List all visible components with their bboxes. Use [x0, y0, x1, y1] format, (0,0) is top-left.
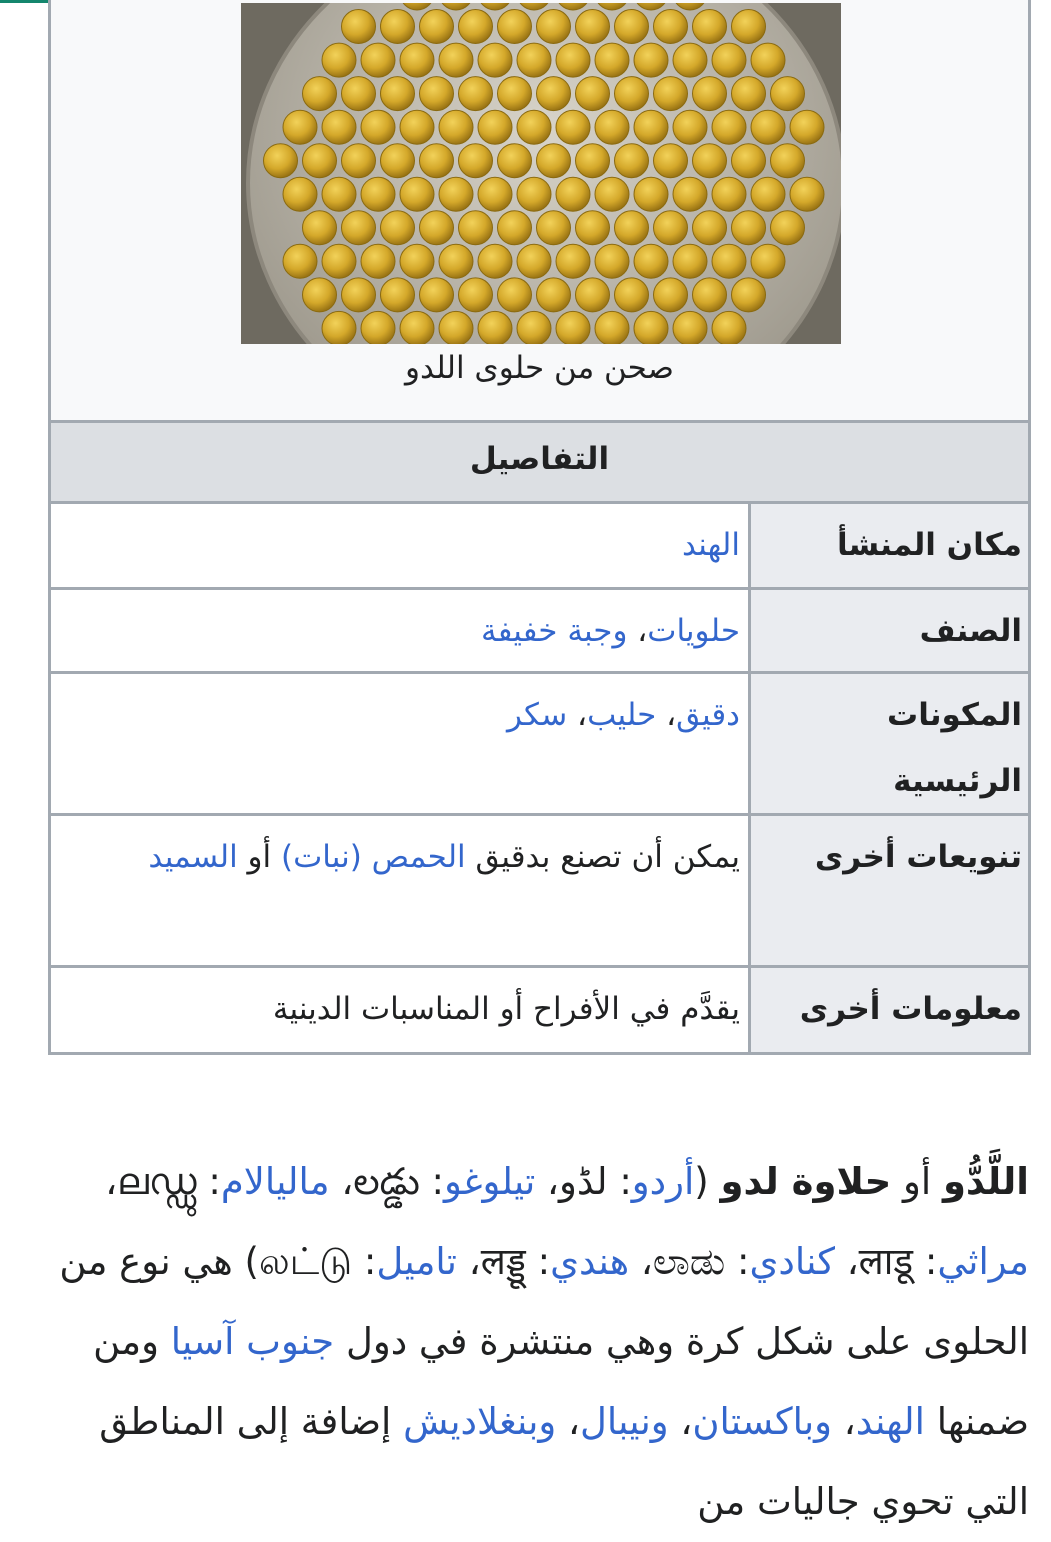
separator: ، [627, 613, 648, 649]
laddu-photo[interactable] [241, 3, 841, 344]
laddu-plate-image [241, 3, 841, 344]
laddu-ball [712, 311, 746, 344]
laddu-ball [595, 177, 629, 211]
row-value [51, 816, 748, 965]
laddu-ball [673, 110, 707, 144]
laddu-ball [634, 311, 668, 344]
laddu-ball [576, 77, 610, 111]
laddu-ball [283, 177, 317, 211]
laddu-ball [693, 144, 727, 178]
link-tamil[interactable]: تاميل [376, 1240, 457, 1283]
laddu-ball [439, 311, 473, 344]
laddu-ball [342, 278, 376, 312]
laddu-ball [751, 177, 785, 211]
laddu-ball [381, 77, 415, 111]
row-variations [51, 816, 1028, 968]
laddu-ball [400, 311, 434, 344]
laddu-ball [381, 211, 415, 245]
laddu-ball [439, 110, 473, 144]
term-laddu-sweet: حلاوة لدو [720, 1160, 892, 1203]
laddu-ball [615, 278, 649, 312]
term-laddu: اللَّدُّو [942, 1160, 1029, 1203]
laddu-ball [693, 278, 727, 312]
laddu-ball [303, 77, 337, 111]
laddu-ball [420, 144, 454, 178]
laddu-ball [322, 244, 356, 278]
separator: ، [656, 697, 677, 733]
laddu-ball [654, 77, 688, 111]
laddu-ball [556, 311, 590, 344]
laddu-ball [478, 177, 512, 211]
link-bangladesh[interactable]: وبنغلاديش [403, 1400, 557, 1443]
laddu-ball [283, 244, 317, 278]
laddu-ball [303, 211, 337, 245]
laddu-ball [537, 211, 571, 245]
laddu-ball [439, 177, 473, 211]
laddu-ball [478, 244, 512, 278]
laddu-ball [478, 311, 512, 344]
laddu-ball [712, 43, 746, 77]
link-milk[interactable]: حليب [587, 697, 657, 733]
laddu-ball [732, 278, 766, 312]
laddu-ball [361, 311, 395, 344]
laddu-ball [400, 177, 434, 211]
laddu-ball [654, 10, 688, 44]
laddu-ball [712, 110, 746, 144]
link-marathi[interactable]: مراثي [937, 1240, 1029, 1283]
laddu-ball [459, 278, 493, 312]
laddu-ball [615, 77, 649, 111]
laddu-ball [400, 110, 434, 144]
laddu-ball [693, 77, 727, 111]
laddu-ball [693, 211, 727, 245]
infobox-header: التفاصيل [51, 420, 1028, 504]
laddu-ball [771, 77, 805, 111]
laddu-ball [673, 244, 707, 278]
laddu-ball [771, 211, 805, 245]
laddu-ball [498, 144, 532, 178]
laddu-ball [459, 211, 493, 245]
laddu-ball [790, 177, 824, 211]
article-paragraph: اللَّدُّو أو حلاوة لدو (أردو: لڈو، تيلوغو: లడ్డు، ماليالام: ലഡ്ഡു، مراثي: लाडू، كنادي: ಲಾಡು، هندي: लड्डू، تاميل: லட்டு) هي نوع من الحلوى على شكل كرة وهي منتشرة في دول جنوب آسيا ومن ضمنها الهند، وباكستان، ونيبال، وبنغلاديش إضافة إلى المناطق التي تحوي جاليات من [59, 1160, 1029, 1523]
laddu-ball [595, 110, 629, 144]
laddu-ball [517, 311, 551, 344]
laddu-ball [400, 43, 434, 77]
laddu-ball [634, 177, 668, 211]
link-sweets[interactable]: حلويات [647, 613, 740, 649]
laddu-ball [342, 211, 376, 245]
laddu-ball [342, 77, 376, 111]
laddu-ball [732, 77, 766, 111]
laddu-ball [673, 311, 707, 344]
laddu-ball [459, 77, 493, 111]
word: லட்டு [258, 1240, 353, 1283]
link-snack[interactable]: وجبة خفيفة [480, 613, 628, 649]
row-label: المكونات الرئيسية [748, 674, 1028, 813]
laddu-ball [556, 177, 590, 211]
image-caption: صحن من حلوى اللدو [405, 350, 674, 386]
laddu-ball [751, 43, 785, 77]
laddu-ball [478, 43, 512, 77]
laddu-ball [556, 43, 590, 77]
laddu-ball [634, 244, 668, 278]
laddu-ball [712, 177, 746, 211]
row-ingredients [51, 674, 1028, 816]
laddu-ball [595, 244, 629, 278]
link-malayalam[interactable]: ماليالام [220, 1160, 330, 1203]
link-flour[interactable]: دقيق [676, 697, 740, 733]
row-value [51, 674, 748, 813]
row-label: معلومات أخرى [748, 968, 1028, 1052]
word: लाडू [858, 1240, 914, 1283]
laddu-ball [673, 43, 707, 77]
laddu-ball [615, 10, 649, 44]
row-label: الصنف [748, 590, 1028, 671]
laddu-ball [576, 211, 610, 245]
laddu-ball [283, 110, 317, 144]
laddu-ball [420, 77, 454, 111]
laddu-ball [400, 244, 434, 278]
word: लड्डू [480, 1240, 526, 1283]
row-other-info [51, 968, 1028, 1052]
laddu-ball [673, 177, 707, 211]
row-value: يقدَّم في الأفراح أو المناسبات الدينية [51, 968, 748, 1052]
laddu-ball [381, 10, 415, 44]
laddu-ball [322, 43, 356, 77]
laddu-ball [595, 311, 629, 344]
laddu-ball [732, 10, 766, 44]
laddu-ball [517, 43, 551, 77]
laddu-ball [498, 77, 532, 111]
laddu-ball [420, 278, 454, 312]
laddu-ball [751, 110, 785, 144]
laddu-ball [615, 211, 649, 245]
text: ومن ضمنها [93, 1320, 1029, 1443]
link-india[interactable]: الهند [682, 527, 740, 563]
text: هي نوع من الحلوى على شكل كرة وهي منتشرة في دول [59, 1240, 1029, 1363]
word: లడ్డు [353, 1160, 420, 1203]
laddu-ball [712, 244, 746, 278]
laddu-ball [361, 244, 395, 278]
link-nepal[interactable]: ونيبال [579, 1400, 669, 1443]
link-south-asia[interactable]: جنوب آسيا [170, 1320, 335, 1363]
infobox [48, 0, 1031, 1055]
laddu-ball [498, 211, 532, 245]
laddu-ball [439, 244, 473, 278]
link-hindi[interactable]: هندي [550, 1240, 630, 1283]
link-chickpea[interactable]: الحمص [371, 839, 466, 875]
row-origin [51, 504, 1028, 590]
link-kannada[interactable]: كنادي [749, 1240, 835, 1283]
laddu-ball [732, 211, 766, 245]
laddu-ball [361, 177, 395, 211]
laddu-ball [537, 278, 571, 312]
laddu-ball [654, 211, 688, 245]
laddu-ball [576, 144, 610, 178]
laddu-ball [303, 278, 337, 312]
row-value [51, 504, 748, 587]
laddu-ball [342, 144, 376, 178]
link-semolina[interactable]: السميد [148, 839, 238, 875]
laddu-ball [576, 278, 610, 312]
laddu-ball [478, 110, 512, 144]
laddu-ball [615, 144, 649, 178]
laddu-ball [654, 144, 688, 178]
laddu-ball [361, 43, 395, 77]
laddu-ball [654, 278, 688, 312]
laddu-ball [790, 110, 824, 144]
laddu-ball [439, 43, 473, 77]
laddu-ball [537, 144, 571, 178]
laddu-ball [342, 10, 376, 44]
word: لڈو [559, 1160, 608, 1203]
link-telugu[interactable]: تيلوغو [444, 1160, 536, 1203]
link-pakistan[interactable]: وباكستان [692, 1400, 833, 1443]
text: أو [247, 839, 272, 875]
laddu-ball [420, 10, 454, 44]
laddu-ball [303, 144, 337, 178]
word: ലഡ്ഡു [117, 1160, 197, 1203]
separator: ، [567, 697, 588, 733]
link-plant[interactable]: (نبات) [281, 839, 362, 875]
laddu-ball [537, 77, 571, 111]
laddu-ball [732, 144, 766, 178]
laddu-ball [322, 177, 356, 211]
row-value [51, 590, 748, 671]
text: إضافة إلى المناطق التي تحوي جاليات من [99, 1400, 1029, 1523]
laddu-ball [556, 110, 590, 144]
laddu-ball [420, 211, 454, 245]
laddu-ball [576, 10, 610, 44]
laddu-ball [517, 177, 551, 211]
laddu-ball [771, 144, 805, 178]
laddu-ball [381, 144, 415, 178]
link-india[interactable]: الهند [855, 1400, 925, 1443]
row-label: تنويعات أخرى [748, 816, 1028, 965]
laddu-ball [322, 311, 356, 344]
laddu-ball [634, 43, 668, 77]
laddu-ball [264, 144, 298, 178]
laddu-ball [693, 10, 727, 44]
laddu-ball [381, 278, 415, 312]
row-label: مكان المنشأ [748, 504, 1028, 587]
laddu-ball [537, 10, 571, 44]
laddu-ball [459, 10, 493, 44]
row-category [51, 590, 1028, 674]
link-urdu[interactable]: أردو [631, 1160, 695, 1203]
laddu-ball [322, 110, 356, 144]
laddu-ball [498, 10, 532, 44]
laddu-ball [517, 244, 551, 278]
laddu-ball [751, 244, 785, 278]
laddu-ball [595, 43, 629, 77]
laddu-ball [517, 110, 551, 144]
laddu-ball [361, 110, 395, 144]
text: يمكن أن تصنع بدقيق [475, 839, 740, 875]
word: ಲಾಡು [652, 1240, 726, 1283]
link-sugar[interactable]: سكر [507, 697, 568, 733]
laddu-ball [459, 144, 493, 178]
text: أو [903, 1160, 932, 1203]
laddu-ball [556, 244, 590, 278]
laddu-ball [498, 278, 532, 312]
laddu-ball [634, 110, 668, 144]
